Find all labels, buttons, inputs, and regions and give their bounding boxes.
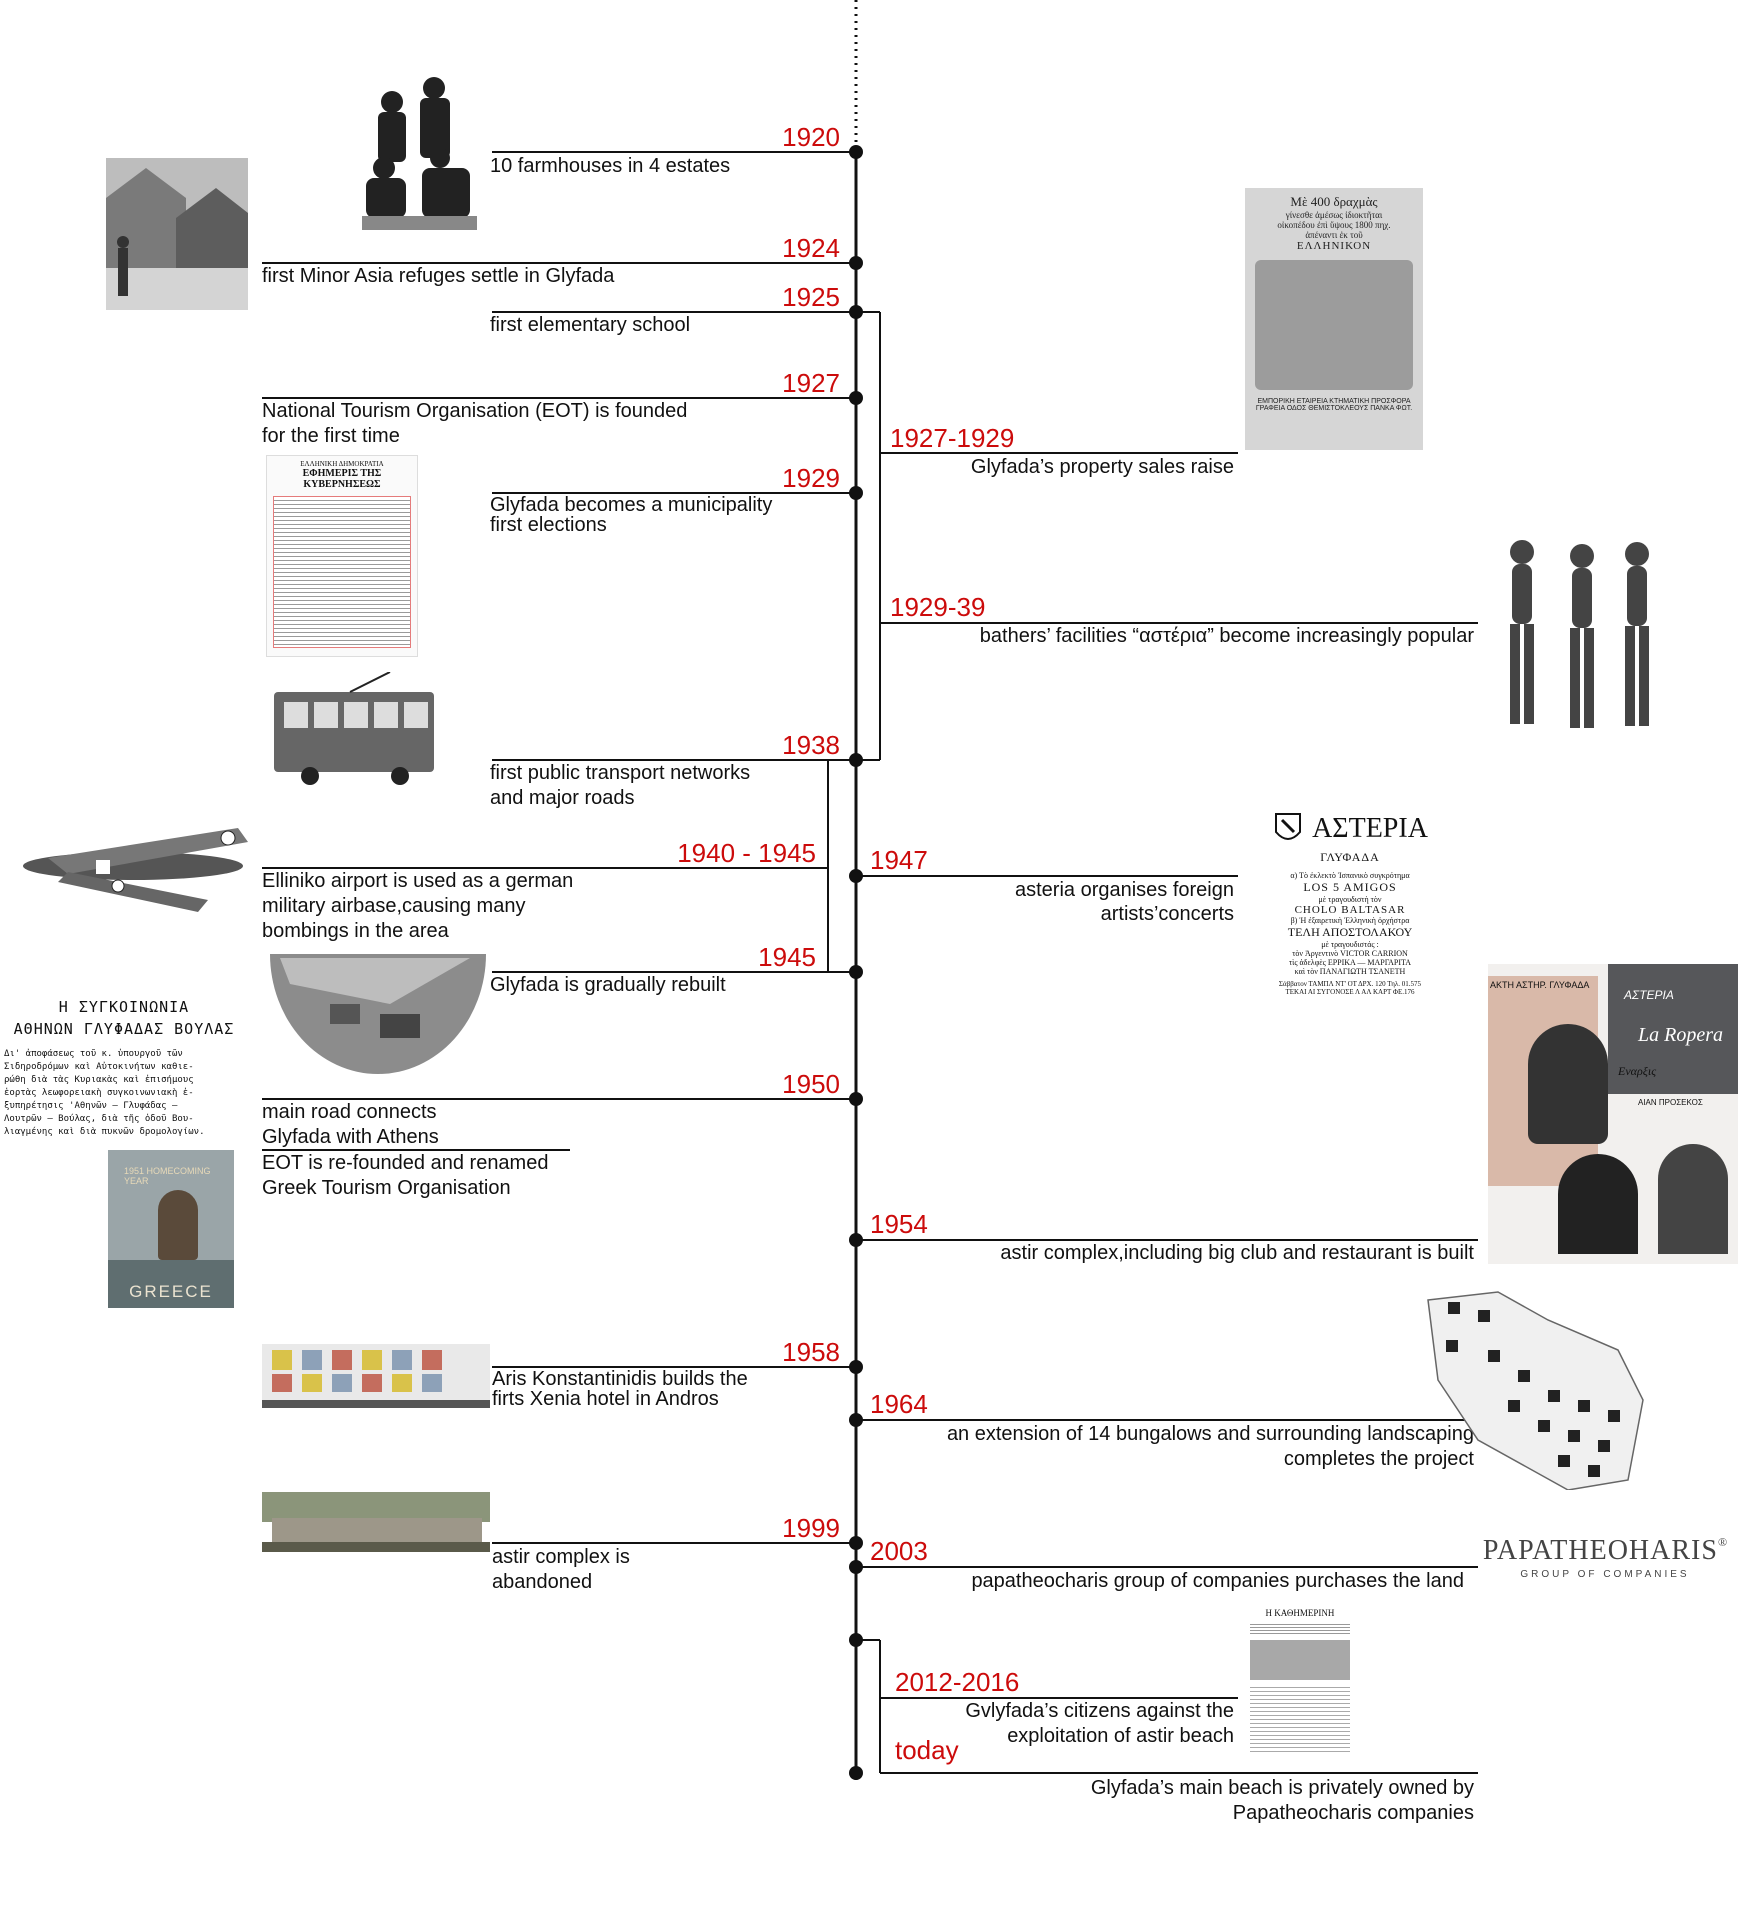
rebuilt-city-photo: [270, 944, 486, 1076]
event-1945-text: Glyfada is gradually rebuilt: [490, 974, 726, 996]
event-1920-text: 10 farmhouses in 4 estates: [490, 155, 731, 177]
asteria-concert-poster: ΑΣΤΕΡΙΑ ΓΛΥΦΑΔΑ α) Τὸ ἐκλεκτὸ Ἰσπανικὸ συγκρότημα LOS 5 AMIGOS μὲ τραγουδιστὴ τὸν CHOLO BALTASAR β) Ἡ ἐξαιρετικὴ Ἑλληνικὴ ὀρχήστρα ΤΕΛΗ ΑΠΟΣΤΟΛΑΚΟΥ μὲ τραγουδιστάς : τὸν Ἀργεντινὸ VICTOR CARRION τὶς ἀδελφὲς ΕΡΡΙΚΑ — ΜΑΡΓΑΡΙΤΑ καὶ τὸν ΠΑΝΑΓΙΩΤΗ ΤΣΑΝΕΤΗ Σάββατον ΤΑΜΠΛ ΝΤ' ΟΤ ΔΡΧ. 120 Τηλ. 01.575 ΤΕΚΑΙ ΑΙ ΣΥΓΟΝΟΣΕ Λ ΑΛ ΚΑΡΤ ΦΕ.176: [1255, 810, 1445, 996]
event-1964-text: an extension of 14 bungalows and surrounding landscaping completes the project: [946, 1423, 1474, 1470]
tram-photo: [270, 672, 440, 792]
year-1958: 1958: [782, 1337, 840, 1367]
event-1925-text: first elementary school: [490, 314, 691, 336]
year-1927: 1927: [782, 368, 840, 398]
event-1950-text: main road connects Glyfada with Athens: [262, 1101, 439, 1148]
asteria-club-collage: ΑΚΤΗ ΑΣΤΗΡ. ΓΛΥΦΑΔΑ ΑΣΤΕΡΙΑ La Ropera Εναρξις ΑΙΑΝ ΠΡΟΣΕΚΟΣ: [1488, 964, 1738, 1264]
bungalows-site-plan: [1418, 1290, 1648, 1490]
event-1929-text: Glyfada becomes a municipality first elections: [490, 494, 773, 536]
property-sale-ad: Μὲ 400 δραχμὰς γίνεσθε ἀμέσως ἰδιοκτῆται οἰκοπέδου ἐπὶ ὕψους 1800 πηχ. ἀπέναντι ἐκ τοῦ ΕΛΛΗΝΙΚΟΝ ΕΜΠΟΡΙΚΗ ΕΤΑΙΡΕΙΑ ΚΤΗΜΑΤΙΚΗ ΠΡΟΣΦΟΡΑ ΓΡΑΦΕΙΑ ΟΔΟΣ ΘΕΜΙΣΤΟΚΛΕΟΥΣ ΠΑΝΚΑ ΦΩΤ.: [1245, 188, 1423, 450]
event-1927r-text: Glyfada’s property sales raise: [970, 456, 1234, 478]
year-1940-1945: 1940 - 1945: [677, 838, 816, 868]
family-photo: [352, 72, 487, 237]
kathimerini-article: Η ΚΑΘΗΜΕΡΙΝΗ: [1244, 1608, 1356, 1758]
event-1927-text: National Tourism Organisation (EOT) is founded for the first time: [262, 400, 688, 447]
farmhouses-photo: [106, 158, 248, 310]
year-1999: 1999: [782, 1513, 840, 1543]
event-1929r-text: bathers’ facilities “αστέρια” become increasingly popular: [979, 625, 1474, 647]
event-1940-text: Elliniko airport is used as a german military airbase,causing many bombings in the area: [262, 870, 574, 942]
asteria-crest-icon: [1272, 810, 1304, 848]
year-1924: 1924: [782, 233, 840, 263]
year-1938: 1938: [782, 730, 840, 760]
event-1999-text: astir complex is abandoned: [492, 1546, 630, 1593]
year-1954: 1954: [870, 1209, 928, 1239]
year-1927-1929: 1927-1929: [890, 423, 1015, 453]
abandoned-astir-photo: [262, 1492, 490, 1554]
year-1945: 1945: [758, 942, 816, 972]
greece-1951-poster: 1951 HOMECOMING YEAR GREECE: [108, 1150, 234, 1308]
year-1920: 1920: [782, 122, 840, 152]
bathers-photo: [1492, 530, 1662, 735]
event-1947-text: asteria organises foreign artists’concerts: [1014, 879, 1234, 925]
year-1950: 1950: [782, 1069, 840, 1099]
year-1929-39: 1929-39: [890, 592, 986, 622]
event-1938-text: first public transport networks and major roads: [490, 762, 751, 809]
event-1924-text: first Minor Asia refuges settle in Glyfada: [262, 265, 615, 287]
papatheocharis-logo: PAPATHEOHARIS® GROUP OF COMPANIES: [1482, 1535, 1728, 1580]
event-1950b-text: EOT is re-founded and renamed Greek Tourism Organisation: [262, 1152, 549, 1199]
government-gazette-image: ΕΛΛΗΝΙΚΗ ΔΗΜΟΚΡΑΤΙΑ ΕΦΗΜΕΡΙΣ ΤΗΣ ΚΥΒΕΡΝΗΣΕΩΣ: [266, 455, 418, 657]
year-1929: 1929: [782, 463, 840, 493]
event-1958-text: Aris Konstantinidis builds the firts Xenia hotel in Andros: [492, 1368, 748, 1410]
event-today-text: Glyfada’s main beach is privately owned by Papatheocharis companies: [1090, 1777, 1474, 1824]
year-1964: 1964: [870, 1389, 928, 1419]
year-today: today: [895, 1735, 959, 1765]
year-1925: 1925: [782, 282, 840, 312]
year-2003: 2003: [870, 1536, 928, 1566]
event-2003-text: papatheocharis group of companies purchases the land: [971, 1570, 1464, 1592]
greek-transport-clipping: Η ΣΥΓΚΟΙΝΩΝΙΑ ΑΘΗΝΩΝ ΓΛΥΦΑΔΑΣ ΒΟΥΛΑΣ Δι' ἀποφάσεως τοῦ κ. ὑπουργοῦ τῶν Σιδηροδρόμων καὶ Αὐτοκινήτων καθιε- ρώθη διὰ τὰς Κυριακὰς καὶ ἐπισήμους ἑορτὰς λεωφορειακὴ συγκοινωνιακὴ ἐ- ξυπηρέτησις 'Αθηνῶν — Γλυφάδας — Λουτρῶν — Βούλας, διὰ τῆς ὁδοῦ Βου- λιαγμένης καὶ διὰ πυκνῶν δρομολογίων.: [4, 998, 235, 1137]
year-1947: 1947: [870, 845, 928, 875]
airplane-image: [8, 808, 256, 920]
xenia-hotel-photo: [262, 1330, 490, 1410]
event-1954-text: astir complex,including big club and restaurant is built: [1000, 1242, 1474, 1264]
year-2012-2016: 2012-2016: [895, 1667, 1020, 1697]
event-2012-text: Gvlyfada’s citizens against the exploitation of astir beach: [965, 1700, 1234, 1747]
